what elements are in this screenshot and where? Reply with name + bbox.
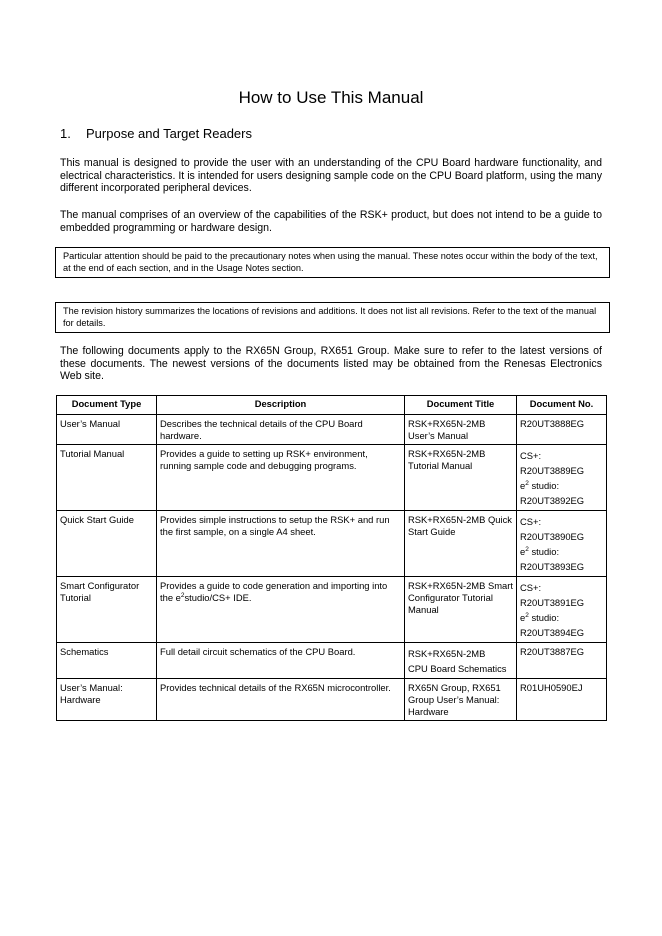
doc-number-line: R20UT3894EG bbox=[520, 627, 585, 638]
cell-title bbox=[405, 643, 517, 679]
revision-note-box: The revision history summarizes the locations of revisions and additions. It does not list all revisions. Refer to the text of the manual for details. bbox=[55, 302, 610, 333]
table-row bbox=[57, 511, 607, 577]
section-heading-text: Purpose and Target Readers bbox=[86, 126, 252, 141]
intro-paragraph: This manual is designed to provide the user with an understanding of the CPU Board hardware functionality, and electrical characteristics. It is intended for users designing sample code on the CPU Board platform, using the many different incorporated peripheral devices. bbox=[60, 157, 602, 195]
cell-type: Schematics bbox=[57, 643, 157, 679]
cell-description: Provides technical details of the RX65N microcontroller. bbox=[157, 679, 405, 721]
cell-title: RSK+RX65N-2MB User’s Manual bbox=[405, 415, 517, 445]
cell-number: R20UT3887EG bbox=[517, 643, 607, 679]
cell-description: Provides a guide to setting up RSK+ environment, running sample code and debugging programs. bbox=[157, 445, 405, 511]
header-document-type: Document Type bbox=[57, 396, 157, 415]
cell-title: RSK+RX65N-2MB Smart Configurator Tutorial Manual bbox=[405, 577, 517, 643]
doc-number-line: R20UT3889EG bbox=[520, 465, 585, 476]
title-line: CPU Board Schematics bbox=[408, 663, 507, 674]
title-line: RSK+RX65N-2MB bbox=[408, 648, 486, 659]
page-title: How to Use This Manual bbox=[238, 88, 424, 107]
section-heading bbox=[60, 126, 252, 142]
cell-type: Smart Configurator Tutorial bbox=[57, 577, 157, 643]
doc-number-line: CS+: bbox=[520, 516, 542, 527]
documents-paragraph: The following documents apply to the RX65N Group, RX651 Group. Make sure to refer to the latest versions of these documents. The newest versions of the documents listed may be obtained from the Renesas Electronics Web site. bbox=[60, 345, 602, 383]
doc-number-line: R20UT3892EG bbox=[520, 495, 585, 506]
doc-number-line: $e^2$ studio: bbox=[520, 546, 560, 557]
cell-title: RSK+RX65N-2MB Quick Start Guide bbox=[405, 511, 517, 577]
cell-description: Provides simple instructions to setup the RSK+ and run the first sample, on a single A4 sheet. bbox=[157, 511, 405, 577]
cell-type: User’s Manual: Hardware bbox=[57, 679, 157, 721]
doc-number-line: CS+: bbox=[520, 582, 542, 593]
section-number: 1. bbox=[60, 126, 71, 141]
cell-type: Quick Start Guide bbox=[57, 511, 157, 577]
doc-number-line: $e^2$ studio: bbox=[520, 480, 560, 491]
cell-description: Provides a guide to code generation and importing into the $e^2studio/CS+$ IDE. bbox=[157, 577, 405, 643]
doc-number-line: R20UT3893EG bbox=[520, 561, 585, 572]
table-row bbox=[57, 445, 607, 511]
table-row bbox=[57, 643, 607, 679]
table-row bbox=[57, 415, 607, 445]
cell-number: R20UT3888EG bbox=[517, 415, 607, 445]
cell-title: RX65N Group, RX651 Group User’s Manual: Hardware bbox=[405, 679, 517, 721]
table-row bbox=[57, 679, 607, 721]
cell-description: Describes the technical details of the CPU Board hardware. bbox=[157, 415, 405, 445]
header-document-no: Document No. bbox=[517, 396, 607, 415]
header-description: Description bbox=[157, 396, 405, 415]
doc-number-line: R20UT3890EG bbox=[520, 531, 585, 542]
cell-number bbox=[517, 445, 607, 511]
overview-paragraph: The manual comprises of an overview of the capabilities of the RSK+ product, but does not intend to be a guide to embedded programming or hardware design. bbox=[60, 209, 602, 234]
doc-number-line: R20UT3891EG bbox=[520, 597, 585, 608]
cell-number bbox=[517, 511, 607, 577]
header-document-title: Document Title bbox=[405, 396, 517, 415]
doc-number-line: CS+: bbox=[520, 450, 542, 461]
table-row bbox=[57, 577, 607, 643]
cell-type: Tutorial Manual bbox=[57, 445, 157, 511]
doc-number-line: $e^2$ studio: bbox=[520, 612, 560, 623]
cell-description: Full detail circuit schematics of the CPU Board. bbox=[157, 643, 405, 679]
cell-title: RSK+RX65N-2MB Tutorial Manual bbox=[405, 445, 517, 511]
cell-type: User’s Manual bbox=[57, 415, 157, 445]
precaution-note-box: Particular attention should be paid to the precautionary notes when using the manual. These notes occur within the body of the text, at the end of each section, and in the Usage Notes section. bbox=[55, 247, 610, 278]
cell-number bbox=[517, 577, 607, 643]
documents-table bbox=[56, 395, 607, 721]
cell-number: R01UH0590EJ bbox=[517, 679, 607, 721]
table-header-row bbox=[57, 396, 607, 415]
